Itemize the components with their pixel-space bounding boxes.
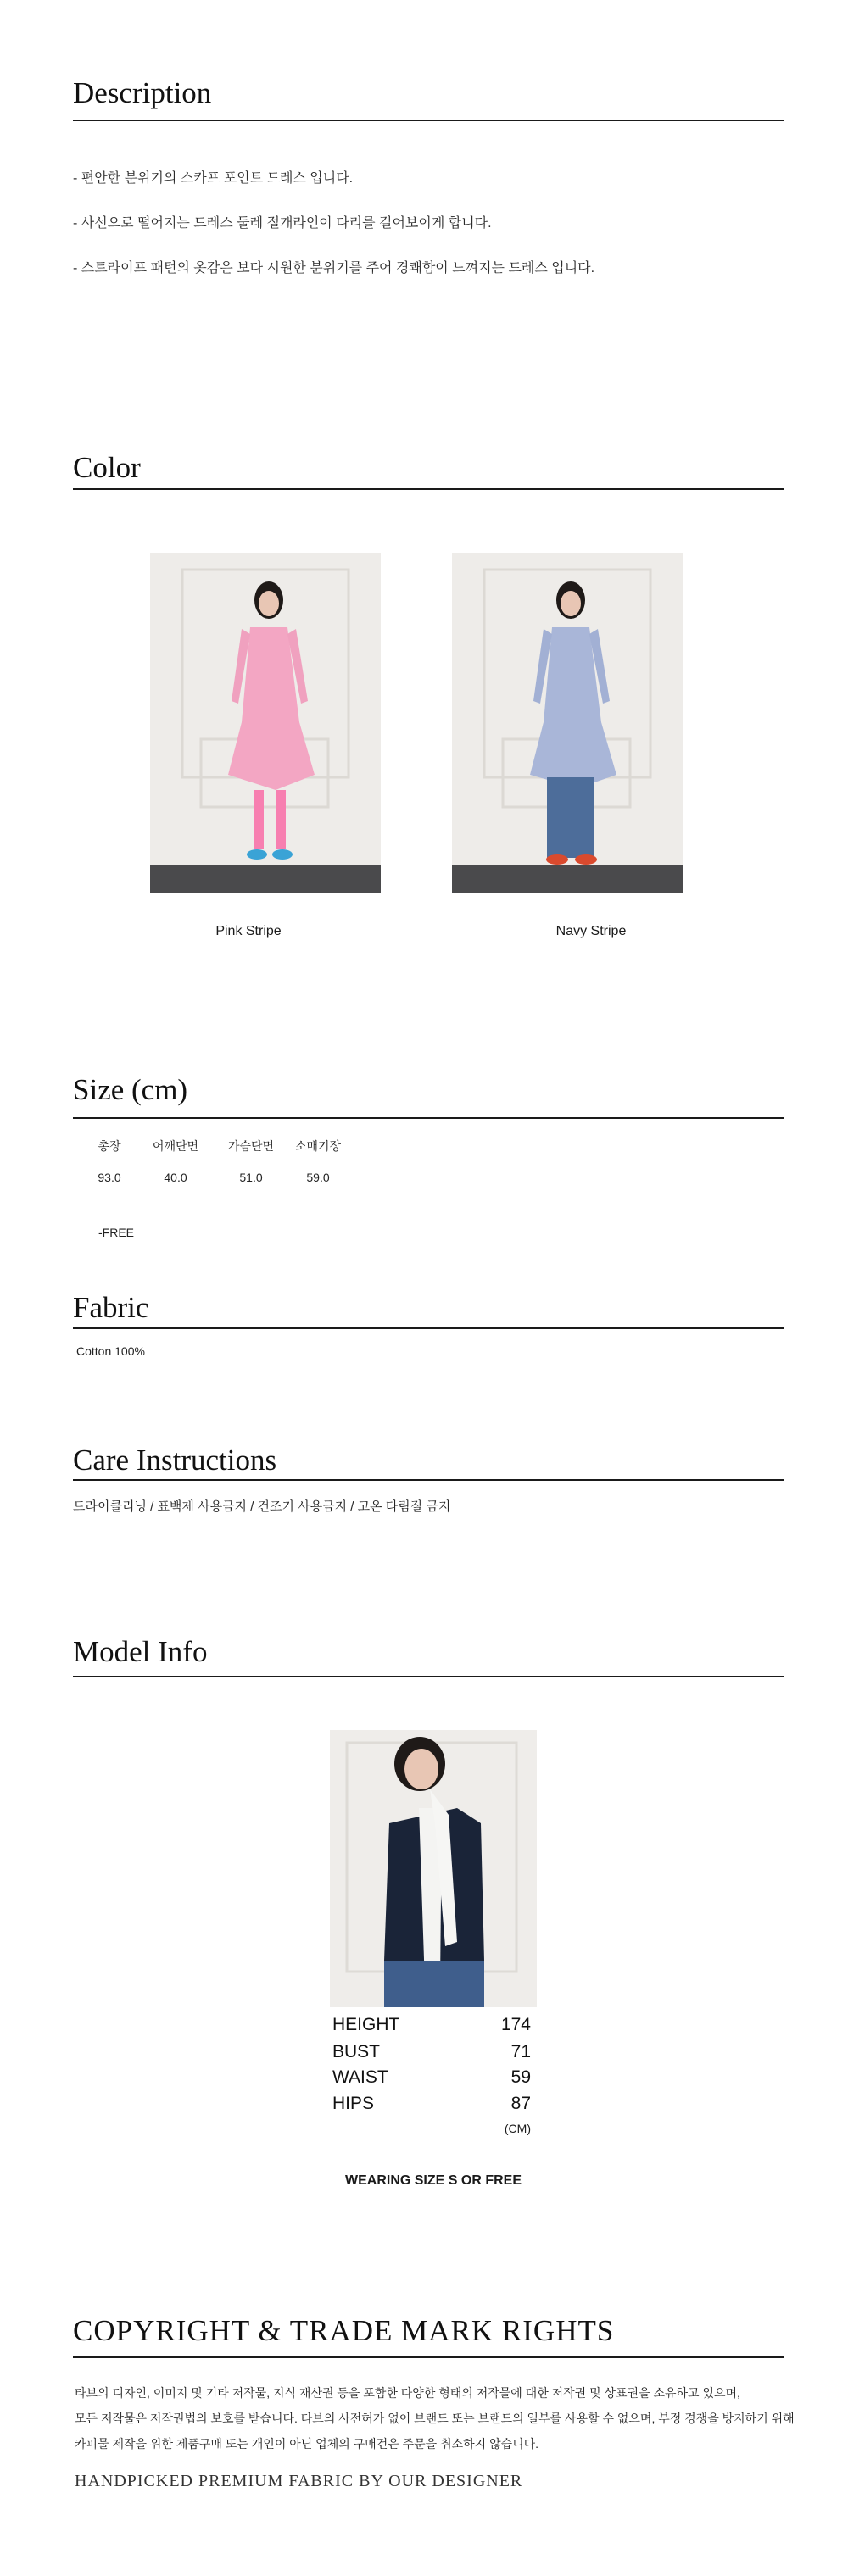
size-header-shoulder: 어깨단면 — [152, 1139, 199, 1153]
size-title: Size (cm) — [73, 1073, 188, 1106]
model-unit: (CM) — [504, 2122, 531, 2135]
description-line-1: - 편안한 분위기의 스카프 포인트 드레스 입니다. — [73, 171, 354, 186]
model-divider — [73, 1676, 784, 1677]
model-hips-value: 87 — [510, 2094, 531, 2113]
model-hips-label: HIPS — [332, 2094, 375, 2113]
pink-stripe-label: Pink Stripe — [215, 924, 282, 938]
size-header-chest: 가슴단면 — [227, 1139, 275, 1153]
fabric-title: Fabric — [73, 1291, 149, 1324]
copyright-title: COPYRIGHT & TRADE MARK RIGHTS — [73, 2314, 615, 2347]
navy-stripe-photo — [452, 553, 683, 893]
pink-stripe-photo — [150, 553, 381, 893]
size-note: -FREE — [98, 1226, 134, 1239]
color-title: Color — [73, 451, 141, 484]
model-photo — [330, 1730, 537, 2007]
size-value-chest: 51.0 — [239, 1171, 263, 1184]
description-title: Description — [73, 76, 212, 109]
model-bust-label: BUST — [332, 2042, 381, 2061]
navy-stripe-dress-image — [452, 553, 683, 893]
size-value-length: 93.0 — [98, 1171, 121, 1184]
model-image — [330, 1730, 537, 2007]
color-divider — [73, 488, 784, 490]
copyright-divider — [73, 2356, 784, 2358]
model-title: Model Info — [73, 1635, 208, 1668]
size-header-length: 총장 — [98, 1139, 121, 1153]
description-divider — [73, 120, 784, 121]
fabric-text: Cotton 100% — [76, 1344, 145, 1358]
model-waist-value: 59 — [510, 2067, 531, 2087]
model-height-value: 174 — [500, 2015, 531, 2034]
pink-stripe-dress-image — [150, 553, 381, 893]
size-header-sleeve: 소매기장 — [294, 1139, 342, 1153]
size-value-shoulder: 40.0 — [164, 1171, 187, 1184]
size-divider — [73, 1117, 784, 1119]
model-bust-value: 71 — [510, 2042, 531, 2061]
copyright-footer: HANDPICKED PREMIUM FABRIC BY OUR DESIGNER — [75, 2472, 523, 2490]
copyright-line-1: 타브의 디자인, 이미지 및 기타 저작물, 지식 재산권 등을 포함한 다양한 형태의 저작물에 대한 저작권 및 상표권을 소유하고 있으며, — [75, 2386, 740, 2400]
copyright-line-2: 모든 저작물은 저작권법의 보호를 받습니다. 타브의 사전허가 없이 브랜드 또는 브랜드의 일부를 사용할 수 없으며, 부정 경쟁을 방지하기 위해 — [75, 2412, 795, 2425]
model-wearing-size: WEARING SIZE S OR FREE — [344, 2173, 522, 2188]
care-divider — [73, 1479, 784, 1481]
model-waist-label: WAIST — [332, 2067, 388, 2087]
description-line-2: - 사선으로 떨어지는 드레스 둘레 절개라인이 다리를 길어보이게 합니다. — [73, 216, 492, 231]
copyright-line-3: 카피물 제작을 위한 제품구매 또는 개인이 아닌 업체의 구매건은 주문을 취소하지 않습니다. — [75, 2437, 539, 2451]
care-title: Care Instructions — [73, 1444, 277, 1477]
care-text: 드라이클리닝 / 표백제 사용금지 / 건조기 사용금지 / 고온 다림질 금지 — [73, 1499, 451, 1514]
fabric-divider — [73, 1327, 784, 1329]
navy-stripe-label: Navy Stripe — [555, 924, 627, 938]
model-height-label: HEIGHT — [332, 2015, 400, 2034]
description-line-3: - 스트라이프 패턴의 옷감은 보다 시원한 분위기를 주어 경쾌함이 느껴지는 드레스 입니다. — [73, 261, 595, 275]
size-value-sleeve: 59.0 — [306, 1171, 330, 1184]
